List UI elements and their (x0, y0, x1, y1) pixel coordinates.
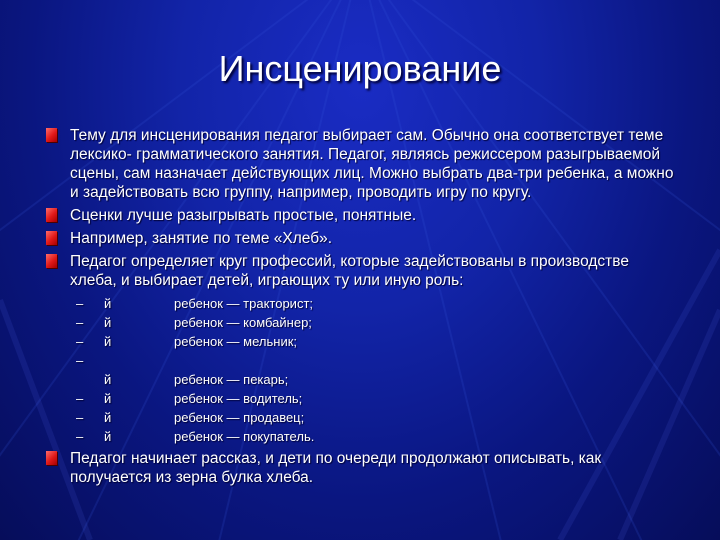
bullet-text: Педагог определяет круг профессий, которые задействованы в производстве хлеба, и выбирает детей, играющих ту или иную роль: (70, 253, 629, 289)
bullet-item (44, 252, 674, 290)
role-item (44, 427, 674, 446)
bullet-item (44, 229, 674, 248)
bullet-list (44, 126, 674, 491)
bullet-marker-icon (46, 254, 57, 268)
bullet-text: Например, занятие по теме «Хлеб». (70, 230, 333, 247)
dash-marker: – (76, 410, 84, 425)
role-text: ребенок — покупатель. (174, 429, 315, 444)
role-text: ребенок — тракторист; (174, 296, 314, 311)
bullet-item (44, 126, 674, 202)
dash-marker: – (76, 296, 84, 311)
dash-marker: – (76, 334, 84, 349)
bullet-item (44, 206, 674, 225)
bullet-marker-icon (46, 231, 57, 245)
role-number-suffix: й (104, 296, 112, 311)
bullet-marker-icon (46, 128, 57, 142)
role-text: ребенок — мельник; (174, 334, 297, 349)
role-item (44, 389, 674, 408)
role-number-suffix: й (104, 334, 112, 349)
role-item (44, 351, 674, 370)
role-text: ребенок — комбайнер; (174, 315, 312, 330)
role-text: ребенок — водитель; (174, 391, 303, 406)
role-item (44, 294, 674, 313)
role-number-suffix: й (104, 410, 112, 425)
bullet-marker-icon (46, 208, 57, 222)
role-number-suffix: й (104, 372, 112, 387)
roles-sublist (44, 294, 674, 446)
bullet-text: Тему для инсценирования педагог выбирает сам. Обычно она соответствует теме лексико- грамматического занятия. Педагог, являясь режиссером разыгрываемой сцены, сам назначает действующих лиц. Можно выбрать два-три ребенка, а можно и задействовать всю группу, например, проводить игру по кругу. (70, 127, 674, 201)
bullet-marker-icon (46, 451, 57, 465)
role-number-suffix: й (104, 429, 112, 444)
role-item (44, 313, 674, 332)
dash-marker: – (76, 429, 84, 444)
dash-marker: – (76, 315, 84, 330)
slide-title: Инсценирование (218, 48, 502, 89)
role-number-suffix: й (104, 391, 112, 406)
dash-marker: – (76, 353, 84, 368)
bullet-text: Сценки лучше разыгрывать простые, понятные. (70, 207, 417, 224)
role-item (44, 370, 674, 389)
role-text: ребенок — пекарь; (174, 372, 289, 387)
role-item (44, 332, 674, 351)
role-number-suffix: й (104, 315, 112, 330)
role-item (44, 408, 674, 427)
role-text: ребенок — продавец; (174, 410, 305, 425)
bullet-item (44, 449, 674, 487)
dash-marker: – (76, 391, 84, 406)
bullet-text: Педагог начинает рассказ, и дети по очереди продолжают описывать, как получается из зерна булка хлеба. (70, 450, 602, 486)
